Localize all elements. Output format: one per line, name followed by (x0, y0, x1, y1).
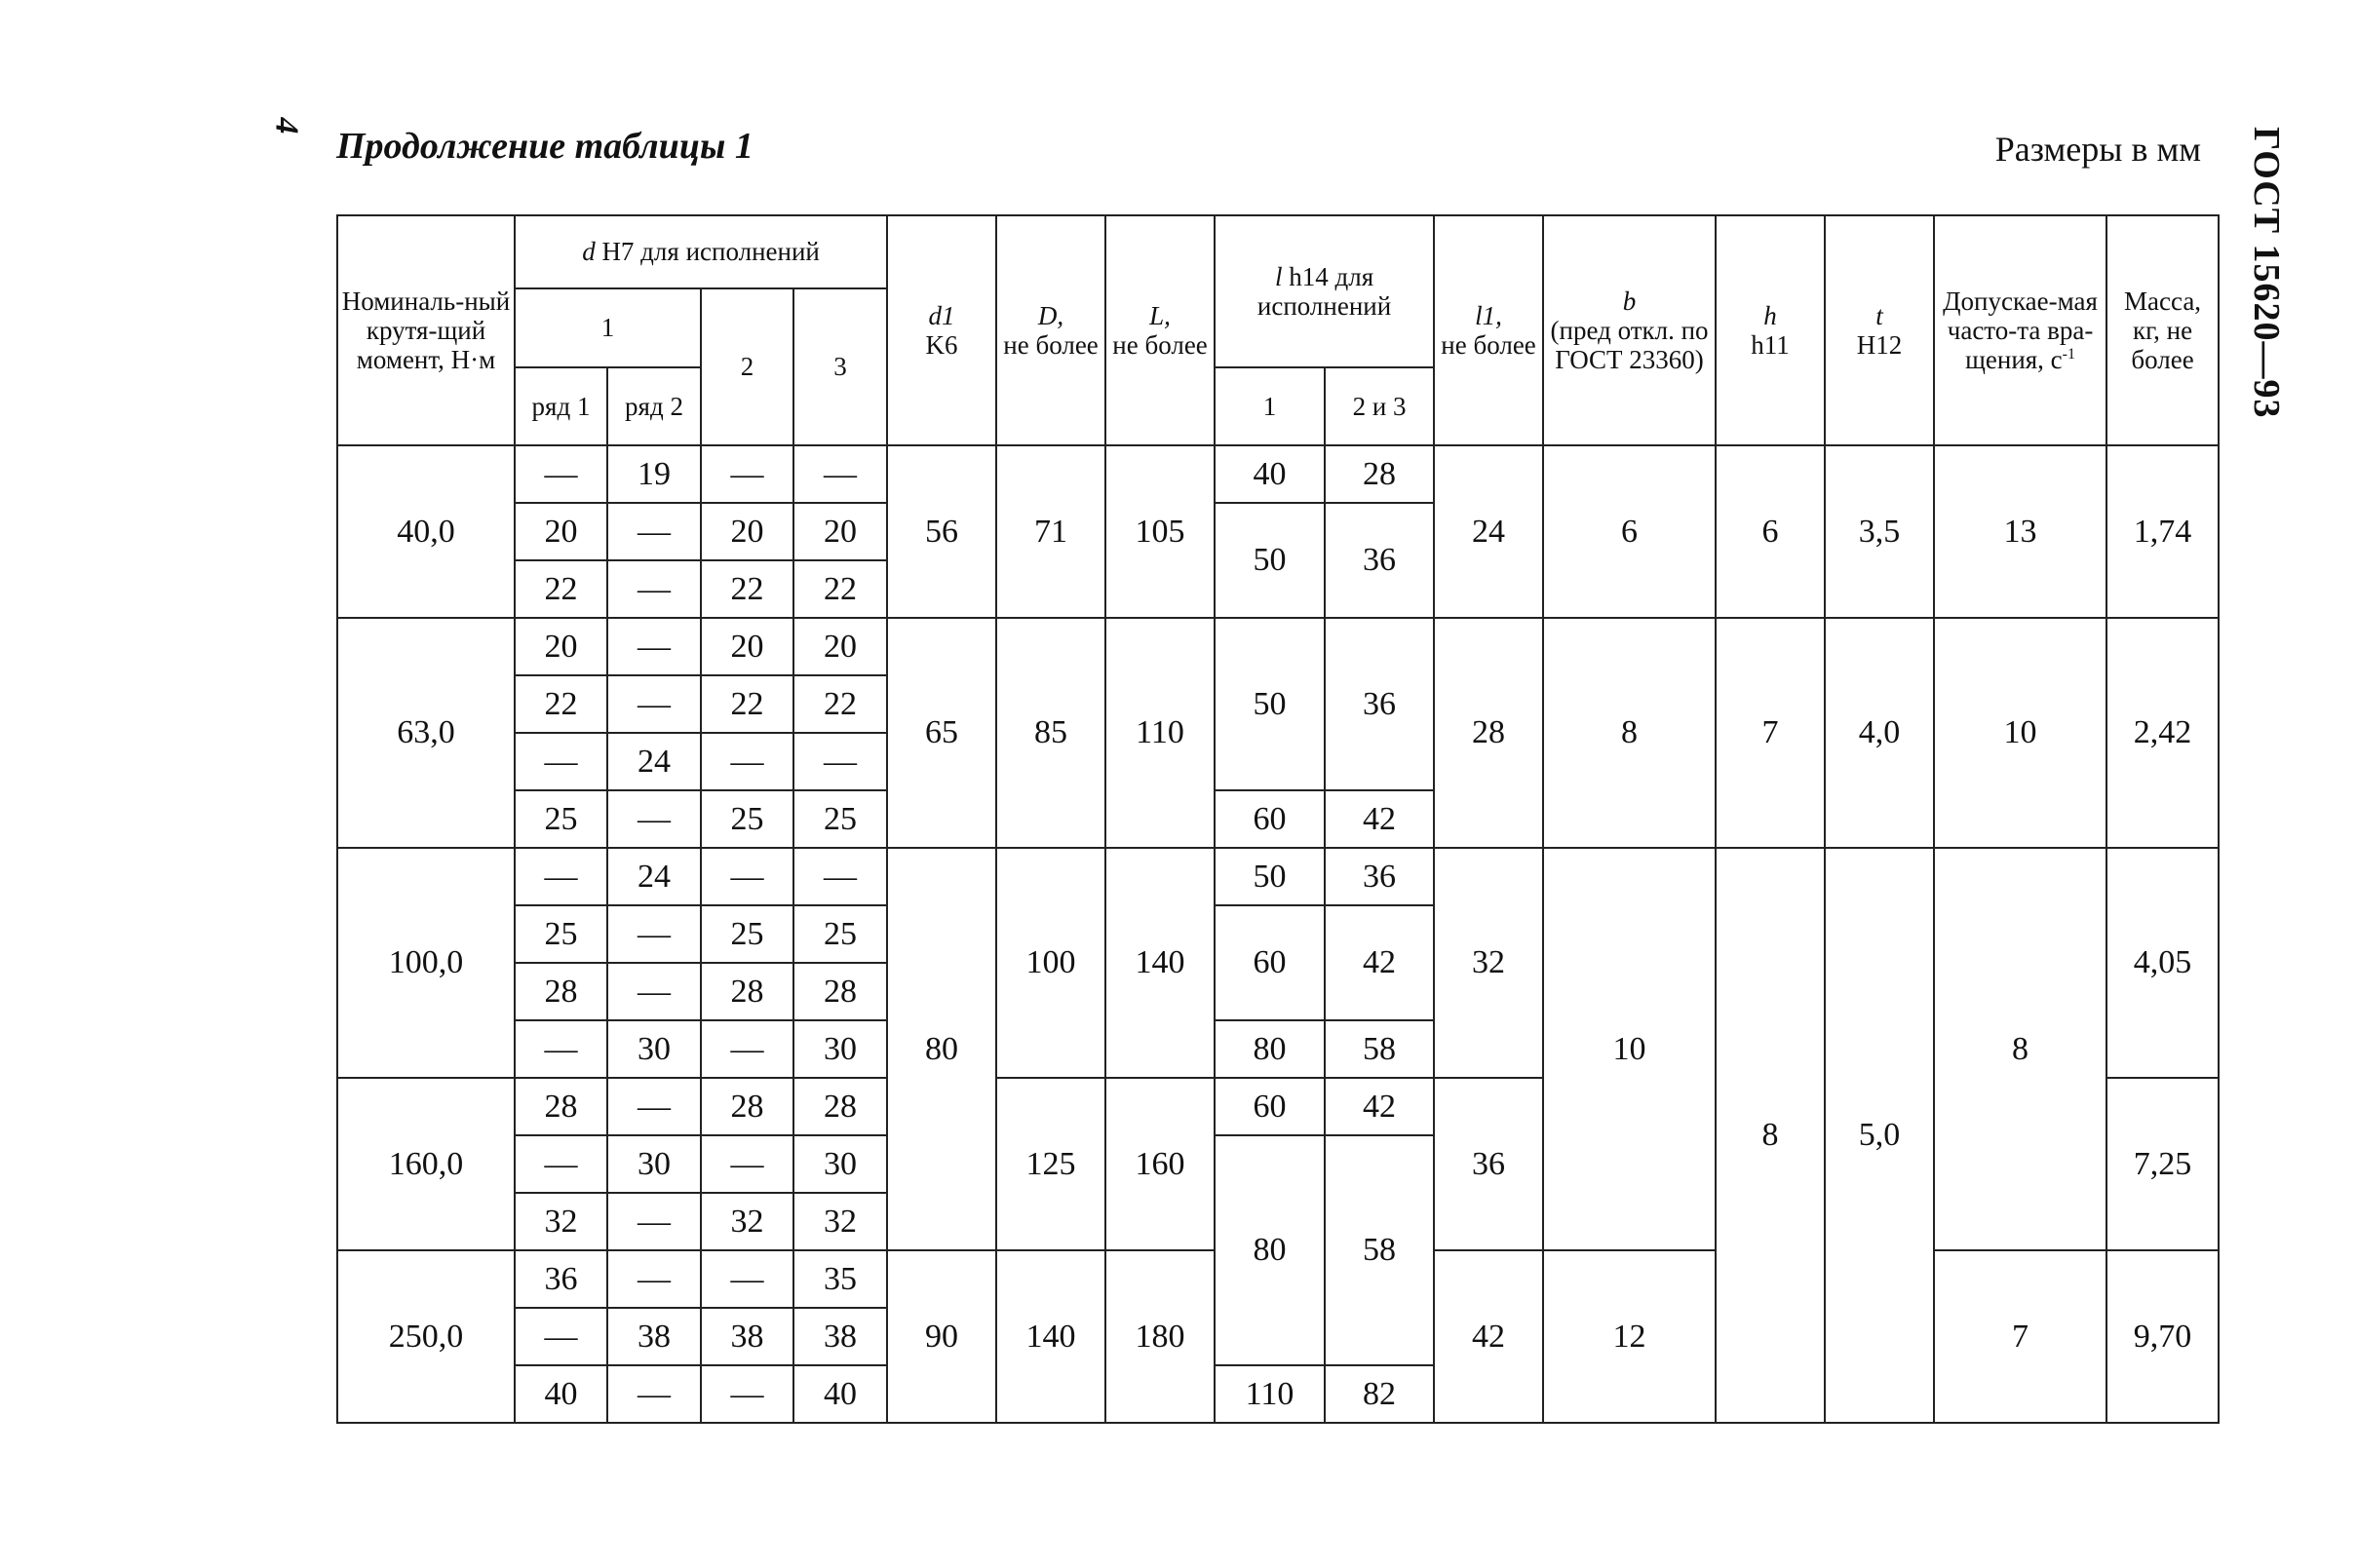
col-d-label: H7 для исполнений (601, 237, 820, 267)
col-l1-note: не более (1441, 330, 1536, 360)
l-ex1-cell: 60 (1215, 905, 1325, 1020)
mass-cell: 9,70 (2106, 1250, 2219, 1423)
d-ex3-cell: 38 (793, 1308, 887, 1365)
col-t (1825, 215, 1934, 445)
l1-cell: 24 (1434, 445, 1543, 618)
l-ex23-cell: 42 (1325, 790, 1434, 848)
col-d-group (515, 215, 887, 288)
col-d-ex1: 1 (515, 288, 701, 367)
l1-cell: 28 (1434, 618, 1543, 848)
h-cell: 8 (1716, 848, 1825, 1423)
d-row2-cell: — (607, 905, 701, 963)
d-row2-cell: — (607, 560, 701, 618)
d-row1-cell: 20 (515, 503, 607, 560)
col-l-ex1: 1 (1215, 367, 1325, 445)
d-row1-cell: — (515, 1135, 607, 1193)
col-t-tol: H12 (1856, 330, 1903, 360)
d-ex2-cell: 22 (701, 675, 793, 733)
d-row2-cell: 30 (607, 1020, 701, 1078)
d-row1-cell: — (515, 1020, 607, 1078)
col-freq-exp: -1 (2062, 346, 2075, 363)
torque-cell: 160,0 (337, 1078, 515, 1250)
b-cell: 8 (1543, 618, 1716, 848)
D-cell: 100 (996, 848, 1105, 1078)
d-row2-cell: — (607, 675, 701, 733)
d-ex3-cell: 25 (793, 790, 887, 848)
d-ex3-cell: 25 (793, 905, 887, 963)
d-ex3-cell: 20 (793, 618, 887, 675)
d-row2-cell: 38 (607, 1308, 701, 1365)
col-d-ex3: 3 (793, 288, 887, 445)
col-l-group (1215, 215, 1434, 367)
d1-cell: 56 (887, 445, 996, 618)
L-cell: 140 (1105, 848, 1215, 1078)
d-ex2-cell: — (701, 1135, 793, 1193)
mass-cell: 2,42 (2106, 618, 2219, 848)
col-l-label: h14 для исполнений (1256, 261, 1392, 321)
col-d1-tol: K6 (925, 330, 958, 360)
L-cell: 180 (1105, 1250, 1215, 1423)
l-ex1-cell: 60 (1215, 790, 1325, 848)
col-D (996, 215, 1105, 445)
d-ex3-cell: 22 (793, 560, 887, 618)
table-row (337, 445, 2219, 503)
d-row2-cell: — (607, 963, 701, 1020)
d-row1-cell: 28 (515, 963, 607, 1020)
l-ex1-cell: 80 (1215, 1135, 1325, 1365)
l1-cell: 32 (1434, 848, 1543, 1078)
col-l1-symbol: l1, (1475, 300, 1502, 330)
mass-cell: 1,74 (2106, 445, 2219, 618)
col-freq-label: Допускае-мая часто-та вра-щения, с (1943, 286, 2098, 375)
col-l-ex23: 2 и 3 (1325, 367, 1434, 445)
page-number: 4 (268, 117, 305, 134)
col-d1 (887, 215, 996, 445)
col-D-symbol: D, (1037, 300, 1064, 330)
l-ex23-cell: 36 (1325, 618, 1434, 790)
col-d-row1: ряд 1 (515, 367, 607, 445)
col-L (1105, 215, 1215, 445)
d-ex2-cell: 20 (701, 503, 793, 560)
d-row1-cell: 25 (515, 790, 607, 848)
dimensions-table (336, 214, 2220, 1424)
l-ex1-cell: 60 (1215, 1078, 1325, 1135)
table-row (337, 618, 2219, 675)
d-row1-cell: 25 (515, 905, 607, 963)
d-ex3-cell: 20 (793, 503, 887, 560)
d-row2-cell: 24 (607, 733, 701, 790)
d-row1-cell: 36 (515, 1250, 607, 1308)
b-cell: 12 (1543, 1250, 1716, 1423)
l-ex1-cell: 50 (1215, 848, 1325, 905)
l-ex1-cell: 40 (1215, 445, 1325, 503)
d-row1-cell: 28 (515, 1078, 607, 1135)
mass-cell: 7,25 (2106, 1078, 2219, 1250)
l-ex23-cell: 82 (1325, 1365, 1434, 1423)
d-ex2-cell: 28 (701, 1078, 793, 1135)
col-b (1543, 215, 1716, 445)
l1-cell: 42 (1434, 1250, 1543, 1423)
D-cell: 140 (996, 1250, 1105, 1423)
l-ex23-cell: 58 (1325, 1020, 1434, 1078)
d-row2-cell: — (607, 1078, 701, 1135)
col-mass: Масса, кг, не более (2106, 215, 2219, 445)
d-row1-cell: 22 (515, 675, 607, 733)
d-row1-cell: 22 (515, 560, 607, 618)
d-row2-cell: 19 (607, 445, 701, 503)
d-row1-cell: 32 (515, 1193, 607, 1250)
col-l1 (1434, 215, 1543, 445)
t-cell: 5,0 (1825, 848, 1934, 1423)
d1-cell: 80 (887, 848, 996, 1250)
col-D-note: не более (1003, 330, 1099, 360)
l-ex1-cell: 110 (1215, 1365, 1325, 1423)
t-cell: 4,0 (1825, 618, 1934, 848)
d-row2-cell: — (607, 1365, 701, 1423)
d-row2-cell: — (607, 503, 701, 560)
d-ex3-cell: 40 (793, 1365, 887, 1423)
d-ex3-cell: — (793, 445, 887, 503)
h-cell: 6 (1716, 445, 1825, 618)
d-ex2-cell: 20 (701, 618, 793, 675)
D-cell: 85 (996, 618, 1105, 848)
d-row2-cell: — (607, 1250, 701, 1308)
col-freq (1934, 215, 2106, 445)
d-ex2-cell: — (701, 733, 793, 790)
torque-cell: 40,0 (337, 445, 515, 618)
d-row1-cell: — (515, 445, 607, 503)
col-L-note: не более (1112, 330, 1208, 360)
d-row1-cell: 40 (515, 1365, 607, 1423)
d-ex2-cell: 28 (701, 963, 793, 1020)
units-note: Размеры в мм (1994, 130, 2201, 169)
d-ex3-cell: — (793, 848, 887, 905)
d-row1-cell: — (515, 848, 607, 905)
d-row2-cell: — (607, 790, 701, 848)
t-cell: 3,5 (1825, 445, 1934, 618)
l-ex23-cell: 58 (1325, 1135, 1434, 1365)
d-row1-cell: — (515, 733, 607, 790)
d-ex3-cell: 28 (793, 1078, 887, 1135)
col-t-symbol: t (1875, 300, 1883, 330)
l-ex23-cell: 42 (1325, 905, 1434, 1020)
b-cell: 6 (1543, 445, 1716, 618)
d-ex2-cell: — (701, 1020, 793, 1078)
d-row2-cell: 30 (607, 1135, 701, 1193)
l-ex1-cell: 50 (1215, 618, 1325, 790)
col-d-row2: ряд 2 (607, 367, 701, 445)
d-ex2-cell: 25 (701, 790, 793, 848)
l-ex1-cell: 80 (1215, 1020, 1325, 1078)
l-ex23-cell: 28 (1325, 445, 1434, 503)
col-b-symbol: b (1622, 286, 1637, 316)
standard-number: ГОСТ 15620—93 (2246, 127, 2287, 419)
d-row1-cell: — (515, 1308, 607, 1365)
col-h (1716, 215, 1825, 445)
col-L-symbol: L, (1149, 300, 1171, 330)
d-ex2-cell: — (701, 445, 793, 503)
torque-cell: 100,0 (337, 848, 515, 1078)
d-ex2-cell: — (701, 1365, 793, 1423)
d-ex3-cell: 35 (793, 1250, 887, 1308)
freq-cell: 10 (1934, 618, 2106, 848)
L-cell: 110 (1105, 618, 1215, 848)
col-torque: Номиналь-ный крутя-щий момент, Н·м (337, 215, 515, 445)
d-row2-cell: 24 (607, 848, 701, 905)
col-d-symbol: d (582, 237, 596, 267)
torque-cell: 250,0 (337, 1250, 515, 1423)
l-ex1-cell: 50 (1215, 503, 1325, 618)
l-ex23-cell: 36 (1325, 503, 1434, 618)
mass-cell: 4,05 (2106, 848, 2219, 1078)
table-caption: Продолжение таблицы 1 (336, 126, 753, 167)
d-ex3-cell: 30 (793, 1135, 887, 1193)
freq-cell: 7 (1934, 1250, 2106, 1423)
d-ex2-cell: — (701, 848, 793, 905)
D-cell: 71 (996, 445, 1105, 618)
d-row2-cell: — (607, 1193, 701, 1250)
table-row (337, 848, 2219, 905)
freq-cell: 13 (1934, 445, 2106, 618)
h-cell: 7 (1716, 618, 1825, 848)
l1-cell: 36 (1434, 1078, 1543, 1250)
col-d-ex2: 2 (701, 288, 793, 445)
d1-cell: 65 (887, 618, 996, 848)
d-ex2-cell: 38 (701, 1308, 793, 1365)
col-h-symbol: h (1763, 300, 1777, 330)
d-ex3-cell: 30 (793, 1020, 887, 1078)
col-b-note: (пред откл. по ГОСТ 23360) (1550, 315, 1709, 375)
col-l-symbol: l (1274, 261, 1283, 291)
L-cell: 160 (1105, 1078, 1215, 1250)
b-cell: 10 (1543, 848, 1716, 1250)
d-row2-cell: — (607, 618, 701, 675)
d-ex3-cell: 22 (793, 675, 887, 733)
standard-label (2242, 127, 2291, 439)
col-d1-symbol: d1 (928, 300, 955, 330)
d-ex2-cell: 25 (701, 905, 793, 963)
col-h-tol: h11 (1751, 330, 1790, 360)
L-cell: 105 (1105, 445, 1215, 618)
l-ex23-cell: 42 (1325, 1078, 1434, 1135)
d-ex2-cell: — (701, 1250, 793, 1308)
d-ex3-cell: 32 (793, 1193, 887, 1250)
d1-cell: 90 (887, 1250, 996, 1423)
d-ex3-cell: 28 (793, 963, 887, 1020)
d-ex3-cell: — (793, 733, 887, 790)
l-ex23-cell: 36 (1325, 848, 1434, 905)
torque-cell: 63,0 (337, 618, 515, 848)
d-row1-cell: 20 (515, 618, 607, 675)
freq-cell: 8 (1934, 848, 2106, 1250)
d-ex2-cell: 22 (701, 560, 793, 618)
D-cell: 125 (996, 1078, 1105, 1250)
d-ex2-cell: 32 (701, 1193, 793, 1250)
